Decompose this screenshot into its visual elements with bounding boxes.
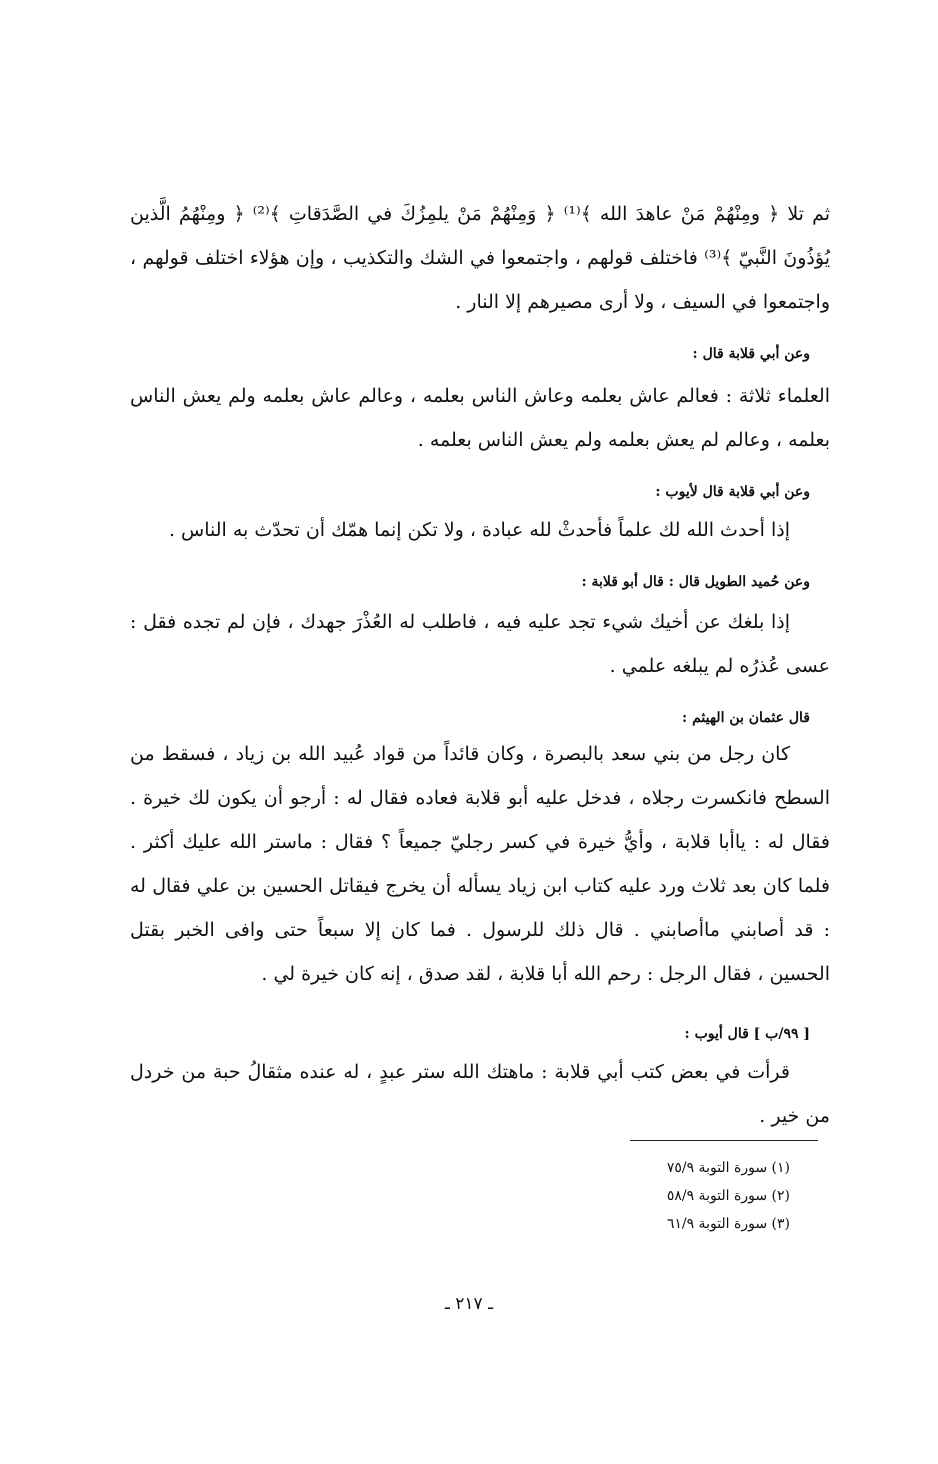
paragraph-knowledge-worship	[130, 508, 830, 552]
paragraph-text: ثم تلا ﴿ ومِنْهُمْ مَنْ عاهدَ الله ﴾⁽¹⁾ ﴿ وَمِنْهُمْ مَنْ يلمِزُكَ في الصَّدَقاتِ ﴾⁽²⁾ ﴿ ومِنْهُمُ الَّذين يُؤذُونَ النَّبيّ ﴾⁽³⁾ فاختلف قولهم ، واجتمعوا في الشك والتكذيب ، وإن هؤلاء اختلف قولهم ، واجتمعوا في السيف ، ولا أرى مصيرهم إلا النار .	[130, 203, 831, 313]
section-heading-abi-qilaba	[130, 344, 830, 364]
paragraph-excuse-brother	[130, 600, 830, 688]
section-heading-to-ayyub	[130, 482, 830, 502]
footnote-3: (٣) سورة التوبة ٦١/٩	[666, 1216, 790, 1232]
paragraph-text: العلماء ثلاثة : فعالم عاش بعلمه وعاش الناس بعلمه ، وعالم عاش بعلمه ولم يعش الناس بعلمه ، وعالم لم يعش بعلمه ولم يعش الناس بعلمه .	[130, 385, 830, 451]
section-heading: [ ٩٩/ب ] قال أيوب :	[684, 1026, 810, 1042]
paragraph-three-scholars	[130, 374, 830, 462]
section-heading-ayyub-said	[130, 1024, 830, 1044]
footnotes	[500, 1154, 790, 1238]
paragraph-bani-saad-story	[130, 732, 830, 996]
footnote-2: (٢) سورة التوبة ٥٨/٩	[666, 1188, 790, 1204]
section-heading: وعن حُميد الطويل قال : قال أبو قلابة :	[581, 574, 810, 590]
footnote-1: (١) سورة التوبة ٧٥/٩	[666, 1160, 790, 1176]
footnote-divider	[630, 1140, 818, 1141]
paragraph-text: قرأت في بعض كتب أبي قلابة : ماهتك الله ستر عبدٍ ، له عنده مثقالُ حبة من خردل من خير .	[130, 1061, 830, 1127]
section-heading: قال عثمان بن الهيثم :	[682, 710, 810, 726]
page-number: ـ ٢١٧ ـ	[444, 1294, 494, 1314]
paragraph-text: كان رجل من بني سعد بالبصرة ، وكان قائداً من قواد عُبيد الله بن زياد ، فسقط من السطح فانكسرت رجلاه ، فدخل عليه أبو قلابة فعاده فقال له : أرجو أن يكون لك خيرة . فقال له : ياأبا قلابة ، وأيُّ خيرة في كسر رجليّ جميعاً ؟ فقال : ماستر الله عليك أكثر . فلما كان بعد ثلاث ورد عليه كتاب ابن زياد يسأله أن يخرج فيقاتل الحسين بن علي فقال له : قد أصابني ماأصابني . قال ذلك للرسول . فما كان إلا سبعاً حتى وافى الخبر بقتل الحسين ، فقال الرجل : رحم الله أبا قلابة ، لقد صدق ، إنه كان خيرة لي .	[130, 743, 830, 985]
paragraph-quran-verses	[130, 192, 830, 324]
section-heading-uthman	[130, 708, 830, 728]
paragraph-text: إذا أحدث الله لك علماً فأحدثْ لله عبادة ، ولا تكن إنما همّك أن تحدّث به الناس .	[168, 519, 790, 541]
section-heading-humaid	[130, 572, 830, 592]
paragraph-text: إذا بلغك عن أخيك شيء تجد عليه فيه ، فاطلب له العُذْرَ جهدك ، فإن لم تجده فقل : عسى عُذرُه لم يبلغه علمي .	[130, 611, 830, 677]
section-heading: وعن أبي قلابة قال لأيوب :	[655, 484, 810, 500]
section-heading: وعن أبي قلابة قال :	[692, 346, 810, 362]
paragraph-qilaba-books	[130, 1050, 830, 1138]
